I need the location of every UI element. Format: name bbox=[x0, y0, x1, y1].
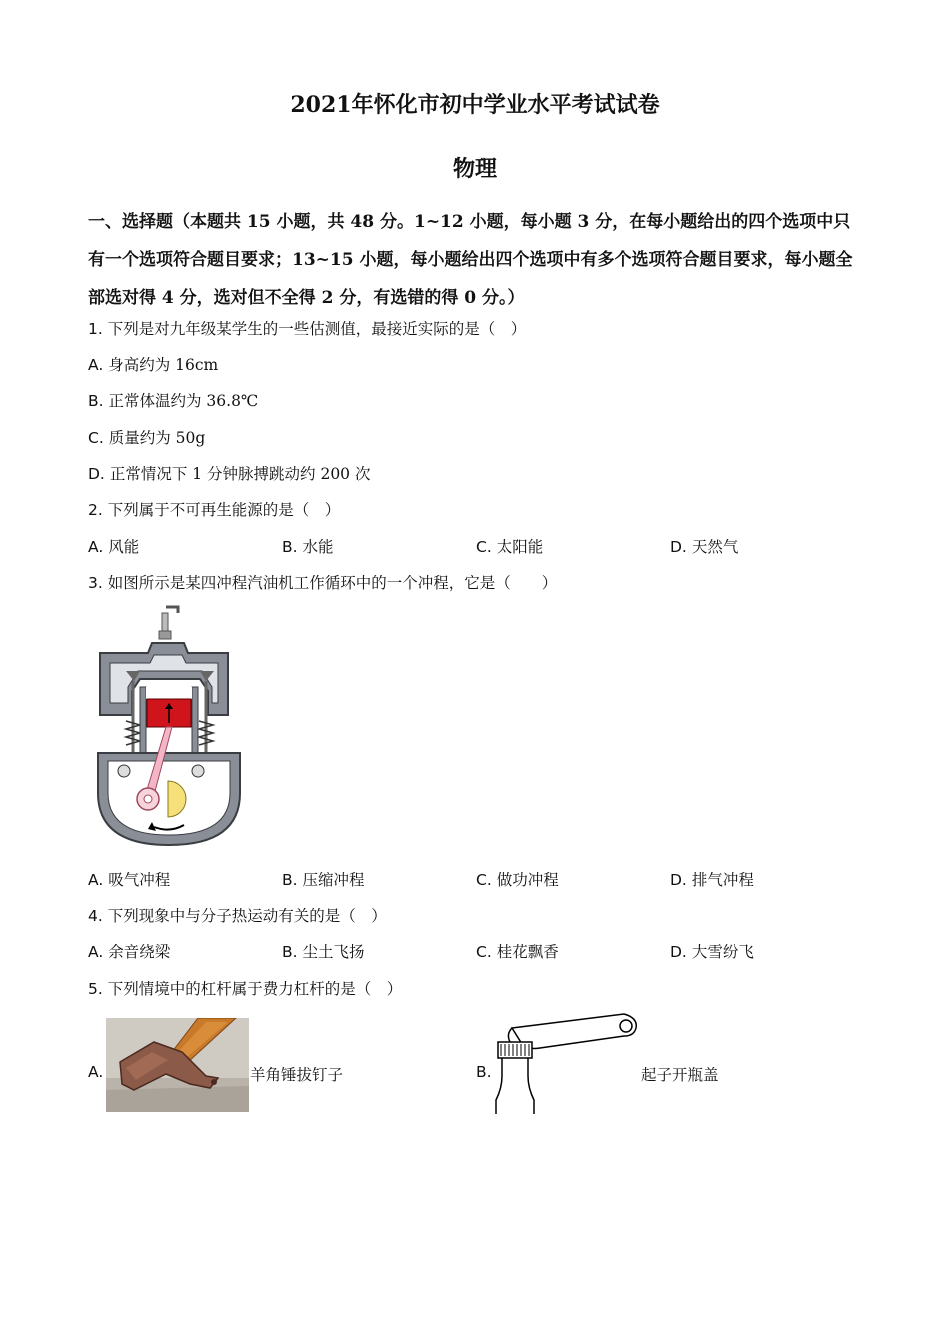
option-text: 风能 bbox=[108, 538, 140, 556]
option-label: A. bbox=[88, 871, 104, 889]
option-label: D. bbox=[88, 465, 105, 483]
question-2-option-b[interactable] bbox=[282, 535, 334, 557]
question-5-option-b-text[interactable] bbox=[641, 1063, 719, 1085]
option-label: A. bbox=[88, 356, 104, 374]
option-label: C. bbox=[476, 871, 492, 889]
question-number: 2. bbox=[88, 501, 103, 519]
question-1-option-b[interactable] bbox=[88, 389, 258, 411]
question-4-option-d[interactable] bbox=[670, 940, 754, 962]
question-3-stem bbox=[88, 571, 557, 593]
option-label: A. bbox=[88, 538, 104, 556]
question-4-option-a[interactable] bbox=[88, 940, 170, 962]
option-text: 羊角锤拔钉子 bbox=[250, 1066, 344, 1084]
option-text: 尘土飞扬 bbox=[302, 943, 365, 961]
question-4-option-c[interactable] bbox=[476, 940, 559, 962]
question-text: 下列情境中的杠杆属于费力杠杆的是（ ） bbox=[107, 980, 403, 998]
question-5-option-b-label[interactable] bbox=[476, 1063, 492, 1081]
question-2-option-d[interactable] bbox=[670, 535, 738, 557]
claw-hammer-svg bbox=[106, 1018, 249, 1112]
question-1-stem bbox=[88, 317, 526, 339]
option-text: 做功冲程 bbox=[496, 871, 559, 889]
question-2-option-c[interactable] bbox=[476, 535, 543, 557]
engine-diagram-svg bbox=[88, 603, 250, 847]
subject-title: 物理 bbox=[452, 156, 497, 182]
option-text: 排气冲程 bbox=[691, 871, 754, 889]
question-3-option-c[interactable] bbox=[476, 868, 559, 890]
exam-title: 2021年怀化市初中学业水平考试试卷 bbox=[290, 92, 660, 118]
option-label: B. bbox=[282, 538, 298, 556]
question-text: 下列属于不可再生能源的是（ ） bbox=[107, 501, 341, 519]
option-text: 太阳能 bbox=[496, 538, 544, 556]
option-text: 桂花飘香 bbox=[496, 943, 559, 961]
option-text: 水能 bbox=[302, 538, 334, 556]
option-label: C. bbox=[476, 943, 492, 961]
question-4-option-b[interactable] bbox=[282, 940, 365, 962]
option-label: D. bbox=[670, 943, 687, 961]
bottle-opener-svg bbox=[492, 1010, 642, 1114]
bottle-opener-image bbox=[492, 1010, 642, 1114]
section-heading: 一、选择题（本题共 15 小题，共 48 分。1~12 小题，每小题 3 分，在每小题给出的四个选项中只有一个选项符合题目要求；13~15 小题，每小题给出四个选项中有多个选项符合题目要求，每小题全部选对得 4 分，选对但不全得 2 分，有选错的得 0 分。） bbox=[88, 212, 853, 308]
question-text: 下列是对九年级某学生的一些估测值，最接近实际的是（ ） bbox=[107, 320, 527, 338]
option-text: 天然气 bbox=[691, 538, 739, 556]
question-5-stem bbox=[88, 977, 402, 999]
question-text: 如图所示是某四冲程汽油机工作循环中的一个冲程，它是（ ） bbox=[107, 574, 558, 592]
option-text: 压缩冲程 bbox=[302, 871, 365, 889]
question-3-option-b[interactable] bbox=[282, 868, 365, 890]
question-1-option-a[interactable] bbox=[88, 353, 218, 375]
option-text: 质量约为 50g bbox=[108, 429, 206, 447]
question-1-option-c[interactable] bbox=[88, 426, 205, 448]
option-label: A. bbox=[88, 943, 104, 961]
question-number: 5. bbox=[88, 980, 103, 998]
option-label: B. bbox=[88, 392, 104, 410]
question-3-option-d[interactable] bbox=[670, 868, 754, 890]
claw-hammer-image bbox=[106, 1018, 249, 1112]
option-text: 余音绕梁 bbox=[108, 943, 171, 961]
option-label: A. bbox=[88, 1063, 104, 1081]
engine-diagram bbox=[88, 603, 250, 847]
option-text: 正常情况下 1 分钟脉搏跳动约 200 次 bbox=[109, 465, 371, 483]
question-4-stem bbox=[88, 904, 387, 926]
option-label: B. bbox=[282, 943, 298, 961]
question-number: 1. bbox=[88, 320, 103, 338]
option-label: C. bbox=[88, 429, 104, 447]
option-label: D. bbox=[670, 538, 687, 556]
question-text: 下列现象中与分子热运动有关的是（ ） bbox=[107, 907, 387, 925]
question-2-option-a[interactable] bbox=[88, 535, 139, 557]
option-label: B. bbox=[282, 871, 298, 889]
option-text: 吸气冲程 bbox=[108, 871, 171, 889]
option-text: 正常体温约为 36.8℃ bbox=[108, 392, 259, 410]
question-3-option-a[interactable] bbox=[88, 868, 170, 890]
question-5-option-a-text[interactable] bbox=[250, 1063, 343, 1085]
option-text: 起子开瓶盖 bbox=[641, 1066, 719, 1084]
question-2-stem bbox=[88, 498, 340, 520]
question-1-option-d[interactable] bbox=[88, 462, 370, 484]
option-text: 身高约为 16cm bbox=[108, 356, 219, 374]
option-label: C. bbox=[476, 538, 492, 556]
option-label: D. bbox=[670, 871, 687, 889]
question-number: 3. bbox=[88, 574, 103, 592]
question-number: 4. bbox=[88, 907, 103, 925]
question-5-option-a-label[interactable] bbox=[88, 1063, 103, 1081]
option-text: 大雪纷飞 bbox=[691, 943, 754, 961]
option-label: B. bbox=[476, 1063, 492, 1081]
